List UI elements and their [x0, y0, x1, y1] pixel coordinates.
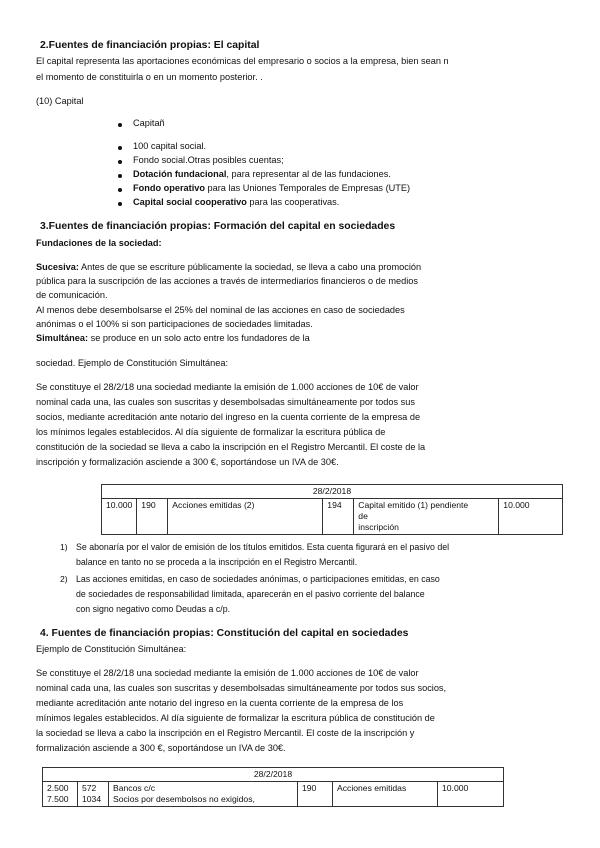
list-item: Dotación fundacional, para representar al de las fundaciones.	[133, 169, 391, 179]
account-heading: (10) Capital	[36, 96, 84, 106]
entry-date: 28/2/2018	[43, 768, 504, 782]
bullet-icon	[118, 123, 122, 127]
example-line: mínimos legales establecidos. Al día siguiente de formalizar la escritura pública de constitución de	[36, 713, 435, 723]
section-4-title: 4. Fuentes de financiación propias: Constitución del capital en sociedades	[40, 628, 409, 639]
table-row	[43, 782, 504, 807]
bullet-icon	[118, 146, 122, 150]
list-item: Capitañ	[133, 118, 165, 128]
debit-account-codes: 572 1034	[78, 782, 109, 807]
list-item: 100 capital social.	[133, 141, 207, 151]
example-line: la sociedad se lleva a cabo la inscripción en el Registro Mercantil. El coste de la inscripción y	[36, 728, 415, 738]
section-3-subtitle: Fundaciones de la sociedad:	[36, 238, 162, 248]
footnote-number: 1)	[60, 542, 68, 552]
example-line: socios, mediante acreditación ante notario del ingreso en la cuenta corriente de la empresa de	[36, 412, 421, 422]
sucesiva-line-3: de comunicación.	[36, 290, 108, 300]
bullet-icon	[118, 202, 122, 206]
footnote-line: con signo negativo como Deudas a c/p.	[76, 604, 231, 614]
journal-entry-table-1	[101, 484, 563, 535]
table-row	[43, 768, 504, 782]
credit-account-name: Capital emitido (1) pendiente de inscripción	[354, 499, 499, 535]
footnote-line: Las acciones emitidas, en caso de sociedades anónimas, o participaciones emitidas, en caso	[76, 574, 440, 584]
credit-amount: 10.000	[499, 499, 563, 535]
section-2-title: 2.Fuentes de financiación propias: El capital	[40, 40, 260, 51]
sucesiva-line-2: pública para la suscripción de las acciones a través de intermediarios financieros o de medios	[36, 276, 418, 286]
table-row	[102, 485, 563, 499]
example-line: mediante acreditación ante notario del ingreso en la cuenta corriente de la empresa de los	[36, 698, 404, 708]
section-3-title: 3.Fuentes de financiación propias: Formación del capital en sociedades	[40, 221, 396, 232]
debit-account-names: Bancos c/c Socios por desembolsos no exigidos,	[109, 782, 298, 807]
example-line: nominal cada una, las cuales son suscritas y desembolsadas simultáneamente por todos sus	[36, 397, 415, 407]
example-line: Se constituye el 28/2/18 una sociedad mediante la emisión de 1.000 acciones de 10€ de valor	[36, 668, 419, 678]
minimum-line-2: anónimas o el 100% si son participaciones de sociedades limitadas.	[36, 319, 313, 329]
footnote-line: Se abonaría por el valor de emisión de los títulos emitidos. Esta cuenta figurará en el pasivo del	[76, 542, 450, 552]
debit-account-name: Acciones emitidas (2)	[168, 499, 323, 535]
debit-amounts: 2.500 7.500	[43, 782, 78, 807]
example-line: constitución de la sociedad se lleva a cabo la inscripción en el Registro Mercantil. El coste de la	[36, 442, 426, 452]
sucesiva-line-1: Sucesiva: Antes de que se escriture públicamente la sociedad, se lleva a cabo una promoción	[36, 262, 422, 272]
list-item: Fondo operativo para las Uniones Temporales de Empresas (UTE)	[133, 183, 411, 193]
footnote-number: 2)	[60, 574, 68, 584]
credit-amount: 10.000	[438, 782, 504, 807]
bullet-icon	[118, 174, 122, 178]
credit-account-code: 194	[323, 499, 354, 535]
debit-account-code: 190	[137, 499, 168, 535]
section-2-intro-line-2: el momento de constituirla o en un momento posterior. .	[36, 72, 263, 82]
example-line: los mínimos legales establecidos. Al día siguiente de formalizar la escritura pública de	[36, 427, 386, 437]
footnote-line: de sociedades de responsabilidad limitada, aparecerán en el pasivo corriente del balance	[76, 589, 425, 599]
list-item: Fondo social.Otras posibles cuentas;	[133, 155, 284, 165]
section-2-intro-line-1: El capital representa las aportaciones económicas del empresario o socios a la empresa, bien sean n	[36, 56, 449, 66]
table-row	[102, 499, 563, 535]
simultanea-line-2: sociedad. Ejemplo de Constitución Simultánea:	[36, 358, 229, 368]
minimum-line-1: Al menos debe desembolsarse el 25% del nominal de las acciones en caso de sociedades	[36, 305, 405, 315]
section-4-subtitle: Ejemplo de Constitución Simultánea:	[36, 644, 187, 654]
entry-date: 28/2/2018	[102, 485, 563, 499]
example-line: formalización asciende a 300 €, soportándose un IVA de 30€.	[36, 743, 286, 753]
simultanea-line-1: Simultánea: se produce en un solo acto entre los fundadores de la	[36, 333, 310, 343]
example-line: nominal cada una, las cuales son suscritas y desembolsadas simultáneamente por todos sus socios,	[36, 683, 447, 693]
bullet-icon	[118, 188, 122, 192]
credit-account-code: 190	[298, 782, 333, 807]
list-item: Capital social cooperativo para las cooperativas.	[133, 197, 340, 207]
footnote-line: balance en tanto no se proceda a la inscripción en el Registro Mercantil.	[76, 557, 358, 567]
example-line: inscripción y formalización asciende a 300 €, soportándose un IVA de 30€.	[36, 457, 339, 467]
bullet-icon	[118, 160, 122, 164]
journal-entry-table-2	[42, 767, 504, 807]
credit-account-name: Acciones emitidas	[333, 782, 438, 807]
debit-amount: 10.000	[102, 499, 137, 535]
example-line: Se constituye el 28/2/18 una sociedad mediante la emisión de 1.000 acciones de 10€ de valor	[36, 382, 419, 392]
